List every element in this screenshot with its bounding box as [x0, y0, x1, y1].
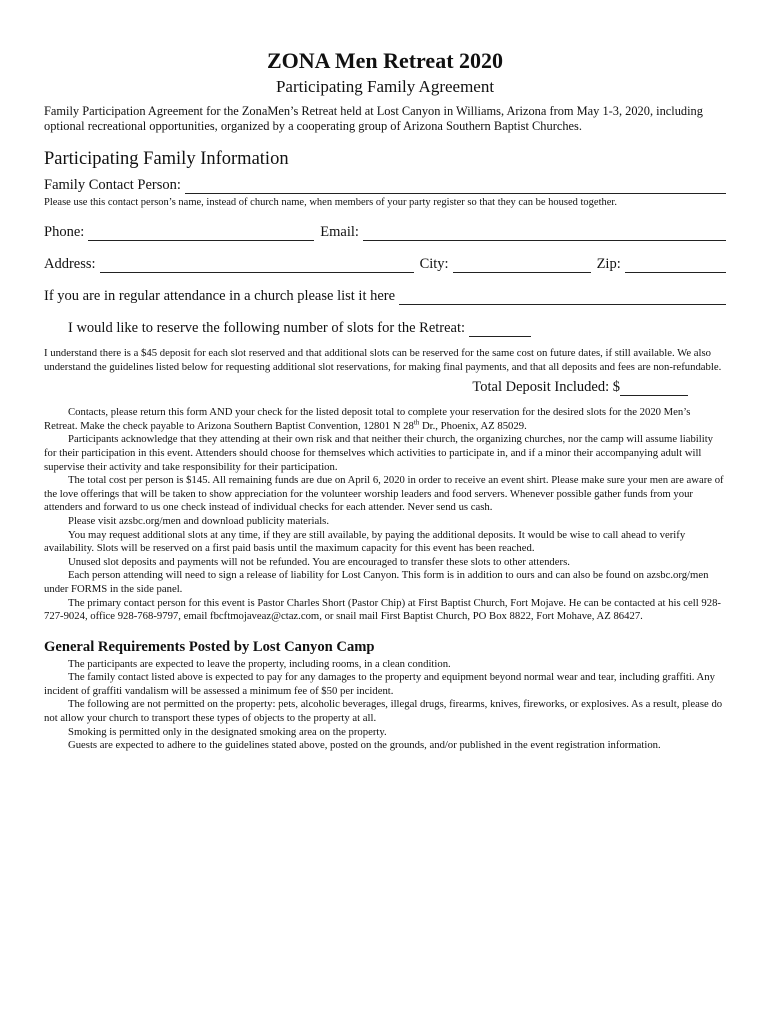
requirement-paragraph: The following are not permitted on the property: pets, alcoholic beverages, illegal drugs, firearms, knives, fireworks, or explosives. As a result, please do not allow your church to transport these types of objects to the property at all. [44, 698, 723, 725]
reserve-row [68, 319, 726, 337]
instructions-paragraph: Participants acknowledge that they attending at their own risk and that neither their church, the organizing churches, nor the camp will assume liability for their participation in this event. Attenders should choose for themselves which activities to participate in, and if a minor their accompanying adult will supervise their activity and take responsibility for their participation. [44, 433, 714, 473]
contact-label: Family Contact Person: [44, 177, 181, 193]
total-deposit-label: Total Deposit Included: $ [472, 379, 620, 396]
family-info-heading: Participating Family Information [44, 149, 289, 169]
phone-email-row [44, 223, 726, 241]
total-deposit-row [44, 378, 726, 396]
church-row [44, 287, 726, 305]
contact-person-field[interactable] [185, 179, 726, 194]
slots-field[interactable] [469, 322, 531, 337]
instructions-paragraph: You may request additional slots at any time, if they are still available, by paying the additional deposits. It would be wise to call ahead to verify availability. Slots will be reserved on a first paid basis until the maximum capacity for this event has been reached. [44, 528, 686, 555]
instructions-paragraph: Each person attending will need to sign a release of liability for Lost Canyon. This form is in addition to ours and can also be found on azsbc.org/men under FORMS in the side panel. [44, 569, 709, 595]
zip-field[interactable] [625, 258, 726, 273]
city-field[interactable] [453, 258, 591, 273]
total-deposit-field[interactable] [620, 381, 688, 396]
email-field[interactable] [363, 226, 726, 241]
instructions-paragraph: Contacts, please return this form AND your check for the listed deposit total to complete your reservation for the desired slots for the 2020 Men’s Retreat. Make the check payable to Arizona Southern Baptist Convention, 12801 N 28th Dr., Phoenix, AZ 85029. [44, 406, 691, 432]
requirement-paragraph: The participants are expected to leave the property, including rooms, in a clean condition. [68, 657, 451, 670]
email-label: Email: [320, 224, 359, 240]
document-page [44, 48, 726, 753]
contact-note: Please use this contact person’s name, instead of church name, when members of your party register so that they can be housed together. [44, 197, 617, 208]
instructions-paragraph: Unused slot deposits and payments will not be refunded. You are encouraged to transfer these slots to other attenders. [68, 555, 570, 568]
address-row [44, 255, 726, 273]
phone-field[interactable] [88, 226, 314, 241]
phone-label: Phone: [44, 224, 85, 240]
reserve-label: I would like to reserve the following number of slots for the Retreat: [68, 320, 466, 336]
requirements-heading: General Requirements Posted by Lost Canyon Camp [44, 638, 375, 655]
instructions-section [44, 406, 726, 624]
page-title: ZONA Men Retreat 2020 [266, 48, 504, 73]
instructions-paragraph: The primary contact person for this event is Pastor Charles Short (Pastor Chip) at First Baptist Church, Fort Mojave. He can be contacted at his cell 928-727-9024, office 928-768-9797, email fbcftmojaveaz@ctaz.com, or snail mail First Baptist Church, PO Box 8822, Fort Mohave, AZ 86427. [44, 596, 721, 623]
address-label: Address: [44, 256, 96, 272]
church-label: If you are in regular attendance in a church please list it here [44, 288, 396, 304]
requirements-section [44, 658, 726, 753]
deposit-note: I understand there is a $45 deposit for each slot reserved and that additional slots can be reserved for the same cost on future dates, if still available. We also understand the guidelines listed below for requesting additional slot reservations, for making final payments, and that all deposits and fees are non-refundable. [44, 347, 722, 373]
requirement-paragraph: The family contact listed above is expected to pay for any damages to the property and equipment beyond normal wear and tear, including graffiti. Any incident of graffiti vandalism will be assessed a minimum fee of $50 per incident. [44, 671, 715, 697]
city-label: City: [419, 256, 449, 272]
church-field[interactable] [399, 290, 726, 305]
instructions-paragraph: Please visit azsbc.org/men and download publicity materials. [68, 514, 329, 527]
zip-label: Zip: [596, 256, 621, 272]
requirement-paragraph: Smoking is permitted only in the designated smoking area on the property. [68, 725, 387, 738]
requirement-paragraph: Guests are expected to adhere to the guidelines stated above, posted on the grounds, and/or published in the event registration information. [68, 739, 661, 752]
instructions-paragraph: The total cost per person is $145. All remaining funds are due on April 6, 2020 in order to receive an event shirt. Please make sure your men are aware of the love offerings that will be taken to show appreciation for the volunteer worship leaders and food servers. Whenever possible gather funds from your attenders and forward to us one check instead of individual checks for each attender. Never send us cash. [44, 474, 724, 514]
intro-paragraph: Family Participation Agreement for the ZonaMen’s Retreat held at Lost Canyon in Williams, Arizona from May 1-3, 2020, including optional recreational opportunities, organized by a cooperating group of Arizona Southern Baptist Churches. [44, 104, 703, 133]
contact-row [44, 176, 726, 194]
address-field[interactable] [100, 258, 414, 273]
page-subtitle: Participating Family Agreement [275, 77, 495, 96]
